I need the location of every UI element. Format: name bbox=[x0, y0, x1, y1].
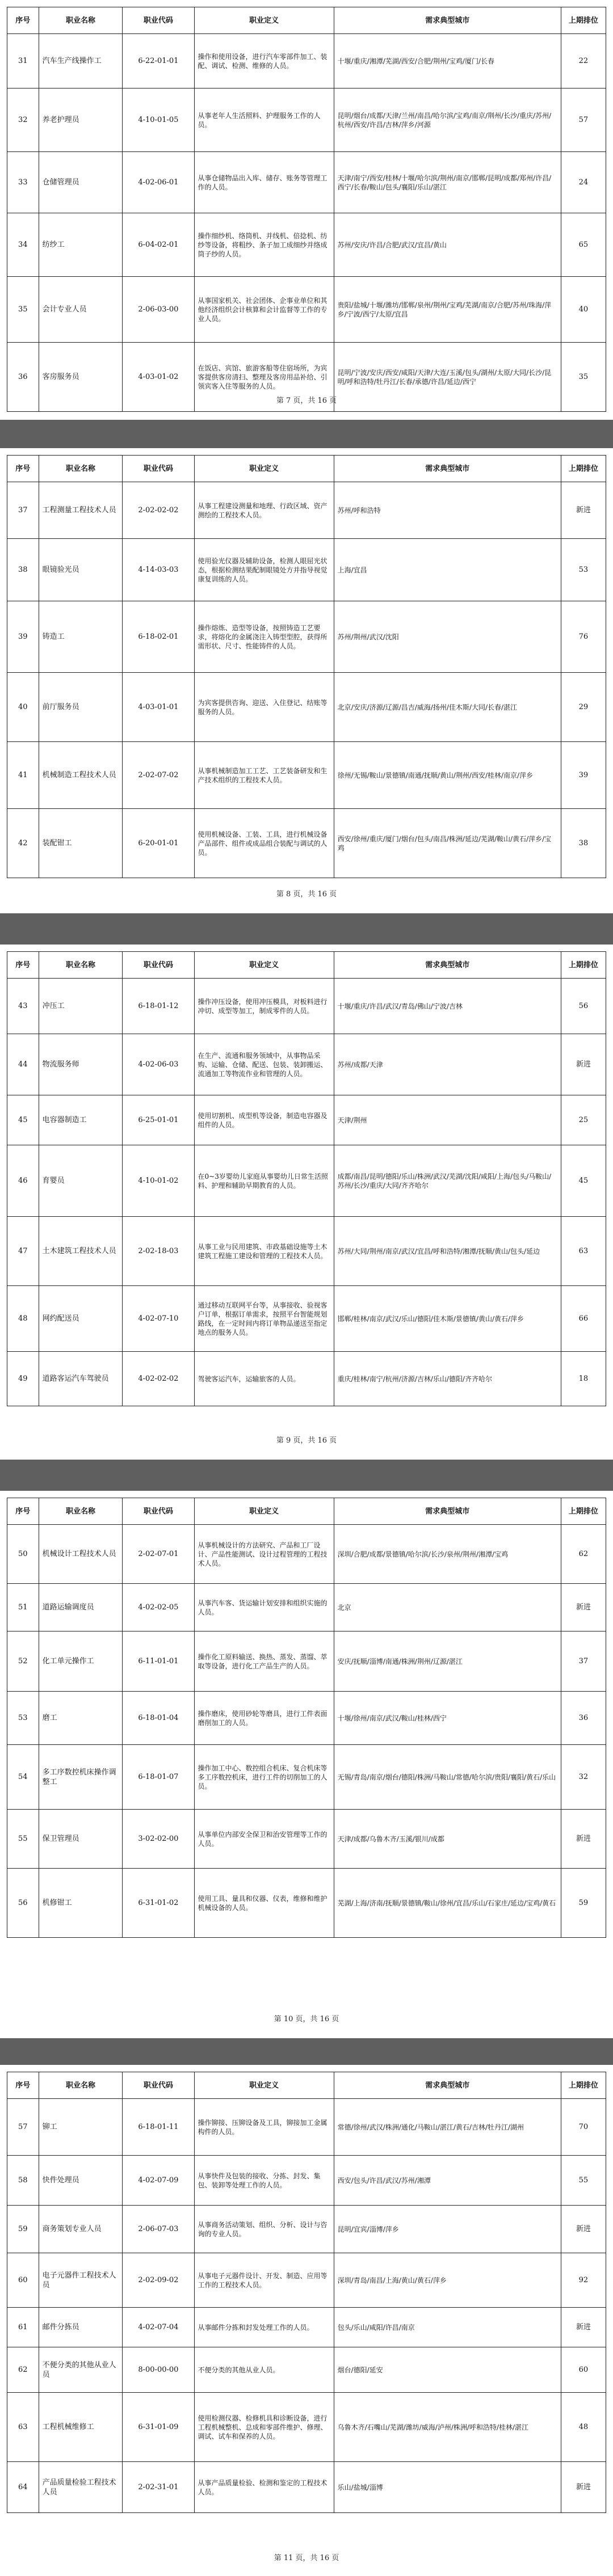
occupation-definition: 使用验光仪器及辅助设备，检测人眼屈光状态，根据检测结果配制眼镜处方并指导视觉康复训练的人员。 bbox=[194, 539, 334, 601]
typical-cities: 烟台/德阳/延安 bbox=[334, 2347, 561, 2393]
table-header-row bbox=[7, 7, 606, 34]
row-number: 60 bbox=[7, 2253, 39, 2308]
row-number: 56 bbox=[7, 1869, 39, 1938]
table-row bbox=[7, 1745, 606, 1810]
typical-cities: 无锡/青岛/南京/烟台/德阳/株洲/马鞍山/常德/哈尔滨/贵阳/襄阳/黄石/乐山 bbox=[334, 1745, 561, 1810]
occupation-definition: 使用切割机、成型机等设备，制造电容器及组件的人员。 bbox=[194, 1095, 334, 1145]
table-row bbox=[7, 1217, 606, 1286]
header-occupation-code: 职业代码 bbox=[123, 7, 194, 34]
header-occupation-definition: 职业定义 bbox=[194, 7, 334, 34]
occupation-code: 6-25-01-01 bbox=[123, 1095, 194, 1145]
row-number: 50 bbox=[7, 1525, 39, 1584]
occupation-definition: 从事单位内部安全保卫和治安管理等工作的人员。 bbox=[194, 1810, 334, 1869]
row-number: 51 bbox=[7, 1584, 39, 1631]
table-row bbox=[7, 809, 606, 878]
row-number: 55 bbox=[7, 1810, 39, 1869]
previous-rank: 48 bbox=[561, 2393, 606, 2462]
header-occupation-name: 职业名称 bbox=[39, 1498, 123, 1525]
occupation-name: 养老护理员 bbox=[39, 88, 123, 152]
occupation-name: 客房服务员 bbox=[39, 343, 123, 412]
header-occupation-name: 职业名称 bbox=[39, 7, 123, 34]
occupation-definition: 从事商务活动策划、组织、分析、设计与咨询的专业人员。 bbox=[194, 2206, 334, 2253]
occupation-code: 4-02-07-09 bbox=[123, 2156, 194, 2206]
row-number: 46 bbox=[7, 1145, 39, 1217]
table-row bbox=[7, 1352, 606, 1406]
table-row bbox=[7, 2308, 606, 2347]
table-row bbox=[7, 482, 606, 539]
typical-cities: 深圳/青岛/南昌/上海/黄山/黄石/萍乡 bbox=[334, 2253, 561, 2308]
occupation-code: 6-18-01-12 bbox=[123, 979, 194, 1034]
table-row bbox=[7, 2206, 606, 2253]
row-number: 36 bbox=[7, 343, 39, 412]
typical-cities: 西安/徐州/重庆/厦门/烟台/包头/南昌/株洲/延边/芜湖/鞍山/黄石/萍乡/宝鸡 bbox=[334, 809, 561, 878]
occupation-name: 仓储管理员 bbox=[39, 152, 123, 213]
header-occupation-name: 职业名称 bbox=[39, 456, 123, 482]
table-row bbox=[7, 2253, 606, 2308]
occupation-name: 物流服务师 bbox=[39, 1034, 123, 1095]
occupation-code: 2-02-31-01 bbox=[123, 2462, 194, 2513]
previous-rank: 24 bbox=[561, 152, 606, 213]
header-no: 序号 bbox=[7, 456, 39, 482]
occupation-name: 快件处理员 bbox=[39, 2156, 123, 2206]
occupation-name: 土木建筑工程技术人员 bbox=[39, 1217, 123, 1286]
row-number: 54 bbox=[7, 1745, 39, 1810]
table-row bbox=[7, 1525, 606, 1584]
occupation-name: 装配钳工 bbox=[39, 809, 123, 878]
header-previous-rank: 上期排位 bbox=[561, 456, 606, 482]
occupation-name: 多工序数控机床操作调整工 bbox=[39, 1745, 123, 1810]
previous-rank: 70 bbox=[561, 2099, 606, 2156]
occupation-definition: 从事老年人生活照料、护理服务工作的人员。 bbox=[194, 88, 334, 152]
occupation-code: 6-31-01-09 bbox=[123, 2393, 194, 2462]
table-row bbox=[7, 1286, 606, 1352]
occupation-code: 4-03-01-01 bbox=[123, 673, 194, 742]
table-row bbox=[7, 277, 606, 343]
typical-cities: 苏州/大同/荆州/南京/武汉/宜昌/呼和浩特/湘潭/抚顺/黄山/包头/延边 bbox=[334, 1217, 561, 1286]
occupation-definition: 从事仓储物品出入库、储存、账务等管理工作的人员。 bbox=[194, 152, 334, 213]
previous-rank: 新进 bbox=[561, 1584, 606, 1631]
occupation-definition: 从事汽车客、货运输计划安排和组织实施的人员。 bbox=[194, 1584, 334, 1631]
occupation-code: 4-02-06-01 bbox=[123, 152, 194, 213]
occupation-definition: 从事邮件分拣和封发处理工作的人员。 bbox=[194, 2308, 334, 2347]
occupation-table bbox=[7, 951, 606, 1406]
table-row bbox=[7, 1869, 606, 1938]
occupation-code: 6-22-01-01 bbox=[123, 34, 194, 88]
previous-rank: 新进 bbox=[561, 482, 606, 539]
row-number: 63 bbox=[7, 2393, 39, 2462]
typical-cities: 深圳/合肥/成都/景德镇/哈尔滨/长沙/泉州/荆州/湘潭/宝鸡 bbox=[334, 1525, 561, 1584]
table-header-row bbox=[7, 1498, 606, 1525]
occupation-definition: 操作铆接、压铆设备及工具，铆接加工金属构件的人员。 bbox=[194, 2099, 334, 2156]
occupation-definition: 为宾客提供咨询、迎送、入住登记、结账等服务的人员。 bbox=[194, 673, 334, 742]
table-row bbox=[7, 1692, 606, 1745]
occupation-definition: 使用检测仪器、检修机具和诊断设备，进行工程机械整机、总成和零部件维护、修理、调试、试车和保养的人员。 bbox=[194, 2393, 334, 2462]
occupation-name: 网约配送员 bbox=[39, 1286, 123, 1352]
occupation-definition: 操作磨床，使用砂轮等磨具，进行工件表面磨削加工的人员。 bbox=[194, 1692, 334, 1745]
typical-cities: 昆明/宜宾/淄博/萍乡 bbox=[334, 2206, 561, 2253]
header-occupation-code: 职业代码 bbox=[123, 1498, 194, 1525]
previous-rank: 55 bbox=[561, 2156, 606, 2206]
header-typical-cities: 需求典型城市 bbox=[334, 7, 561, 34]
table-header-row bbox=[7, 952, 606, 979]
table-row bbox=[7, 1095, 606, 1145]
row-number: 58 bbox=[7, 2156, 39, 2206]
occupation-code: 2-02-07-01 bbox=[123, 1525, 194, 1584]
occupation-name: 产品质量检验工程技术人员 bbox=[39, 2462, 123, 2513]
header-previous-rank: 上期排位 bbox=[561, 952, 606, 979]
row-number: 40 bbox=[7, 673, 39, 742]
typical-cities: 贵阳/盐城/十堰/潍坊/邯郸/泉州/荆州/宝鸡/芜湖/南京/合肥/苏州/珠海/萍乡/宁波/西宁/太原/宜昌 bbox=[334, 277, 561, 343]
table-row bbox=[7, 34, 606, 88]
occupation-code: 6-18-01-11 bbox=[123, 2099, 194, 2156]
previous-rank: 76 bbox=[561, 601, 606, 673]
previous-rank: 57 bbox=[561, 88, 606, 152]
row-number: 44 bbox=[7, 1034, 39, 1095]
header-no: 序号 bbox=[7, 1498, 39, 1525]
typical-cities: 重庆/桂林/南宁/杭州/济源/吉林/乐山/德阳/齐齐哈尔 bbox=[334, 1352, 561, 1406]
typical-cities: 天津/南宁/西安/桂林/十堰/哈尔滨/荆州/南京/邯郸/昆明/成都/郑州/许昌/西宁/长春/鞍山/包头/襄阳/乐山/湛江 bbox=[334, 152, 561, 213]
occupation-code: 2-02-18-03 bbox=[123, 1217, 194, 1286]
header-no: 序号 bbox=[7, 2072, 39, 2099]
typical-cities: 苏州/安庆/许昌/合肥/武汉/宜昌/黄山 bbox=[334, 213, 561, 277]
previous-rank: 62 bbox=[561, 1525, 606, 1584]
document-page bbox=[0, 1491, 613, 2038]
document-page bbox=[0, 448, 613, 913]
occupation-definition: 从事产品质量检验、检测和鉴定的工程技术人员。 bbox=[194, 2462, 334, 2513]
typical-cities: 北京 bbox=[334, 1584, 561, 1631]
typical-cities: 芜湖/上海/济南/抚顺/景德镇/鞍山/徐州/宜昌/乐山/石家庄/延边/宝鸡/黄石 bbox=[334, 1869, 561, 1938]
typical-cities: 徐州/无锡/鞍山/景德镇/南通/抚顺/黄山/荆州/西安/桂林/南京/萍乡 bbox=[334, 742, 561, 809]
table-row bbox=[7, 2347, 606, 2393]
row-number: 59 bbox=[7, 2206, 39, 2253]
row-number: 57 bbox=[7, 2099, 39, 2156]
row-number: 31 bbox=[7, 34, 39, 88]
row-number: 37 bbox=[7, 482, 39, 539]
row-number: 62 bbox=[7, 2347, 39, 2393]
previous-rank: 18 bbox=[561, 1352, 606, 1406]
occupation-name: 眼镜验光员 bbox=[39, 539, 123, 601]
occupation-code: 4-02-02-05 bbox=[123, 1584, 194, 1631]
table-row bbox=[7, 2099, 606, 2156]
header-typical-cities: 需求典型城市 bbox=[334, 952, 561, 979]
occupation-definition: 不便分类的其他从业人员。 bbox=[194, 2347, 334, 2393]
occupation-name: 不便分类的其他从业人员 bbox=[39, 2347, 123, 2393]
typical-cities: 十堰/徐州/南京/武汉/鞍山/桂林/西宁 bbox=[334, 1692, 561, 1745]
typical-cities: 十堰/重庆/许昌/武汉/青岛/佛山/宁波/吉林 bbox=[334, 979, 561, 1034]
occupation-name: 前厅服务员 bbox=[39, 673, 123, 742]
row-number: 47 bbox=[7, 1217, 39, 1286]
occupation-code: 6-11-01-01 bbox=[123, 1631, 194, 1692]
occupation-definition: 驾驶客运汽车，运输旅客的人员。 bbox=[194, 1352, 334, 1406]
table-row bbox=[7, 2462, 606, 2513]
occupation-name: 化工单元操作工 bbox=[39, 1631, 123, 1692]
header-occupation-definition: 职业定义 bbox=[194, 952, 334, 979]
occupation-definition: 通过移动互联网平台等，从事接收、验视客户订单，根据订单需求，按照平台智能规划路线，在一定时间内将订单物品递送至指定地点的服务人员。 bbox=[194, 1286, 334, 1352]
previous-rank: 45 bbox=[561, 1145, 606, 1217]
occupation-definition: 操作冲压设备，使用冲压模具，对板料进行冲切、成型等加工，制成零件的人员。 bbox=[194, 979, 334, 1034]
previous-rank: 39 bbox=[561, 742, 606, 809]
previous-rank: 35 bbox=[561, 343, 606, 412]
occupation-code: 6-18-01-04 bbox=[123, 1692, 194, 1745]
header-occupation-code: 职业代码 bbox=[123, 952, 194, 979]
table-row bbox=[7, 152, 606, 213]
occupation-definition: 在生产、流通和服务领域中，从事物品采购、运输、仓储、配送、包装、装卸搬运、流通加工等物流作业和管理的人员。 bbox=[194, 1034, 334, 1095]
table-header-row bbox=[7, 456, 606, 482]
previous-rank: 25 bbox=[561, 1095, 606, 1145]
occupation-name: 电子元器件工程技术人员 bbox=[39, 2253, 123, 2308]
occupation-definition: 从事机械设计的方法研究、产品和工厂设计、产品性能测试、设计过程管理的工程技术人员。 bbox=[194, 1525, 334, 1584]
row-number: 61 bbox=[7, 2308, 39, 2347]
previous-rank: 59 bbox=[561, 1869, 606, 1938]
previous-rank: 新进 bbox=[561, 2308, 606, 2347]
occupation-table bbox=[7, 7, 606, 412]
previous-rank: 65 bbox=[561, 213, 606, 277]
occupation-definition: 使用机械设备、工装、工具，进行机械设备产品部件、组件或成品组合装配与调试的人员。 bbox=[194, 809, 334, 878]
occupation-name: 商务策划专业人员 bbox=[39, 2206, 123, 2253]
previous-rank: 22 bbox=[561, 34, 606, 88]
previous-rank: 29 bbox=[561, 673, 606, 742]
row-number: 35 bbox=[7, 277, 39, 343]
row-number: 49 bbox=[7, 1352, 39, 1406]
typical-cities: 邯郸/桂林/南京/武汉/乐山/德阳/佳木斯/景德镇/黄山/黄石/萍乡 bbox=[334, 1286, 561, 1352]
header-occupation-definition: 职业定义 bbox=[194, 456, 334, 482]
row-number: 53 bbox=[7, 1692, 39, 1745]
occupation-code: 6-31-01-02 bbox=[123, 1869, 194, 1938]
occupation-name: 机修钳工 bbox=[39, 1869, 123, 1938]
previous-rank: 新进 bbox=[561, 1810, 606, 1869]
page-footer: 第 8 页，共 16 页 bbox=[276, 890, 337, 899]
table-row bbox=[7, 2156, 606, 2206]
header-typical-cities: 需求典型城市 bbox=[334, 2072, 561, 2099]
header-occupation-name: 职业名称 bbox=[39, 2072, 123, 2099]
table-row bbox=[7, 1631, 606, 1692]
previous-rank: 36 bbox=[561, 1692, 606, 1745]
previous-rank: 92 bbox=[561, 2253, 606, 2308]
typical-cities: 苏州/呼和浩特 bbox=[334, 482, 561, 539]
occupation-name: 工程机械维修工 bbox=[39, 2393, 123, 2462]
occupation-code: 6-04-02-01 bbox=[123, 213, 194, 277]
row-number: 52 bbox=[7, 1631, 39, 1692]
page-footer: 第 9 页，共 16 页 bbox=[276, 1436, 337, 1445]
header-occupation-code: 职业代码 bbox=[123, 2072, 194, 2099]
document-page bbox=[0, 945, 613, 1460]
occupation-code: 2-02-09-02 bbox=[123, 2253, 194, 2308]
occupation-definition: 从事工程建设测量和地理、行政区域、资产测绘的工程技术人员。 bbox=[194, 482, 334, 539]
row-number: 43 bbox=[7, 979, 39, 1034]
previous-rank: 新进 bbox=[561, 1034, 606, 1095]
table-row bbox=[7, 1810, 606, 1869]
typical-cities: 北京/安庆/济源/辽源/昌吉/威海/扬州/佳木斯/大同/长春/湛江 bbox=[334, 673, 561, 742]
document-page bbox=[0, 0, 613, 420]
table-row bbox=[7, 742, 606, 809]
previous-rank: 53 bbox=[561, 539, 606, 601]
occupation-code: 4-02-07-04 bbox=[123, 2308, 194, 2347]
occupation-definition: 操作熔炼、造型等设备，按照铸造工艺要求，将熔化的金属浇注入铸型型腔，获得所需形状、尺寸、性能铸件的人员。 bbox=[194, 601, 334, 673]
previous-rank: 新进 bbox=[561, 2462, 606, 2513]
occupation-name: 邮件分拣员 bbox=[39, 2308, 123, 2347]
typical-cities: 苏州/成都/天津 bbox=[334, 1034, 561, 1095]
occupation-name: 机械制造工程技术人员 bbox=[39, 742, 123, 809]
typical-cities: 天津/荆州 bbox=[334, 1095, 561, 1145]
row-number: 41 bbox=[7, 742, 39, 809]
occupation-definition: 使用工具、量具和仪器、仪表，维修和维护机械设备的人员。 bbox=[194, 1869, 334, 1938]
table-row bbox=[7, 601, 606, 673]
occupation-code: 4-02-06-03 bbox=[123, 1034, 194, 1095]
occupation-code: 6-18-01-07 bbox=[123, 1745, 194, 1810]
typical-cities: 乌鲁木齐/石嘴山/芜湖/潍坊/威海/泸州/株洲/呼和浩特/桂林/湛江 bbox=[334, 2393, 561, 2462]
previous-rank: 38 bbox=[561, 809, 606, 878]
table-row bbox=[7, 88, 606, 152]
header-previous-rank: 上期排位 bbox=[561, 2072, 606, 2099]
occupation-definition: 操作细纱机、络筒机、并线机、倍捻机、纺纱等设备，将粗纱、条子加工成细纱并络成筒子纱的人员。 bbox=[194, 213, 334, 277]
occupation-definition: 从事机械制造加工工艺、工艺装备研发和生产技术组织的工程技术人员。 bbox=[194, 742, 334, 809]
occupation-definition: 在饭店、宾馆、旅游客船等住宿场所，为宾客提供客房清扫、整理及客房用品补给、引领宾客入住等服务的人员。 bbox=[194, 343, 334, 412]
occupation-name: 会计专业人员 bbox=[39, 277, 123, 343]
header-no: 序号 bbox=[7, 952, 39, 979]
occupation-code: 4-14-03-03 bbox=[123, 539, 194, 601]
occupation-definition: 操作化工原料输送、换热、蒸发、蒸馏、萃取等设备，进行化工产品生产的人员。 bbox=[194, 1631, 334, 1692]
typical-cities: 昆明/宁波/安庆/西安/咸阳/天津/大连/玉溪/包头/湖州/太原/大同/长沙/昆明/呼和浩特/牡丹江/长春/承德/许昌/延边/西宁 bbox=[334, 343, 561, 412]
previous-rank: 56 bbox=[561, 979, 606, 1034]
occupation-name: 道路客运汽车驾驶员 bbox=[39, 1352, 123, 1406]
document-page bbox=[0, 2065, 613, 2576]
occupation-name: 磨工 bbox=[39, 1692, 123, 1745]
header-occupation-code: 职业代码 bbox=[123, 456, 194, 482]
occupation-name: 纺纱工 bbox=[39, 213, 123, 277]
occupation-code: 2-02-07-02 bbox=[123, 742, 194, 809]
typical-cities: 苏州/荆州/武汉/沈阳 bbox=[334, 601, 561, 673]
occupation-name: 铆工 bbox=[39, 2099, 123, 2156]
header-occupation-name: 职业名称 bbox=[39, 952, 123, 979]
occupation-code: 2-06-07-03 bbox=[123, 2206, 194, 2253]
row-number: 48 bbox=[7, 1286, 39, 1352]
table-row bbox=[7, 1145, 606, 1217]
occupation-definition: 从事工业与民用建筑、市政基础设施等土木建筑工程施工建设和管理的工程技术人员。 bbox=[194, 1217, 334, 1286]
typical-cities: 昆明/烟台/成都/天津/兰州/南昌/哈尔滨/宝鸡/南京/荆州/长沙/重庆/苏州/杭州/西安/许昌/吉林/萍乡/河源 bbox=[334, 88, 561, 152]
previous-rank: 37 bbox=[561, 1631, 606, 1692]
row-number: 38 bbox=[7, 539, 39, 601]
typical-cities: 包头/乐山/咸阳/许昌/南京 bbox=[334, 2308, 561, 2347]
typical-cities: 常德/徐州/武汉/株洲/通化/马鞍山/湛江/黄石/吉林/牡丹江/湖州 bbox=[334, 2099, 561, 2156]
occupation-name: 机械设计工程技术人员 bbox=[39, 1525, 123, 1584]
occupation-name: 保卫管理员 bbox=[39, 1810, 123, 1869]
occupation-definition: 在0~3岁婴幼儿家庭从事婴幼儿日常生活照料、护理和辅助早期教育的人员。 bbox=[194, 1145, 334, 1217]
page-footer: 第 7 页，共 16 页 bbox=[276, 397, 337, 405]
occupation-name: 工程测量工程技术人员 bbox=[39, 482, 123, 539]
occupation-definition: 从事电子元器件设计、开发、制造、应用等工作的工程技术人员。 bbox=[194, 2253, 334, 2308]
occupation-name: 育婴员 bbox=[39, 1145, 123, 1217]
occupation-definition: 从事国家机关、社会团体、企事业单位和其他经济组织会计核算和会计监督等工作的专业人员。 bbox=[194, 277, 334, 343]
occupation-code: 6-18-02-01 bbox=[123, 601, 194, 673]
table-header-row bbox=[7, 2072, 606, 2099]
typical-cities: 上海/宜昌 bbox=[334, 539, 561, 601]
header-previous-rank: 上期排位 bbox=[561, 1498, 606, 1525]
previous-rank: 66 bbox=[561, 1286, 606, 1352]
occupation-code: 4-02-07-10 bbox=[123, 1286, 194, 1352]
occupation-code: 3-02-02-00 bbox=[123, 1810, 194, 1869]
typical-cities: 成都/南昌/昆明/德阳/乐山/株洲/武汉/芜湖/沈阳/咸阳/上海/包头/马鞍山/苏州/长沙/重庆/大同/齐齐哈尔 bbox=[334, 1145, 561, 1217]
header-occupation-definition: 职业定义 bbox=[194, 1498, 334, 1525]
occupation-table bbox=[7, 455, 606, 878]
row-number: 32 bbox=[7, 88, 39, 152]
occupation-definition: 从事快件及包装的接收、分拣、封发、集包、装卸等处理工作的人员。 bbox=[194, 2156, 334, 2206]
previous-rank: 63 bbox=[561, 1217, 606, 1286]
page-footer: 第 10 页，共 16 页 bbox=[274, 2015, 339, 2023]
row-number: 42 bbox=[7, 809, 39, 878]
occupation-code: 4-10-01-02 bbox=[123, 1145, 194, 1217]
table-row bbox=[7, 979, 606, 1034]
typical-cities: 乐山/盐城/淄博 bbox=[334, 2462, 561, 2513]
occupation-name: 铸造工 bbox=[39, 601, 123, 673]
occupation-definition: 操作和使用设备，进行汽车零部件加工、装配、调试、检测、维修的人员。 bbox=[194, 34, 334, 88]
previous-rank: 32 bbox=[561, 1745, 606, 1810]
occupation-code: 4-10-01-05 bbox=[123, 88, 194, 152]
row-number: 33 bbox=[7, 152, 39, 213]
occupation-table bbox=[7, 1498, 606, 1938]
row-number: 34 bbox=[7, 213, 39, 277]
occupation-name: 汽车生产线操作工 bbox=[39, 34, 123, 88]
previous-rank: 60 bbox=[561, 2347, 606, 2393]
table-row bbox=[7, 1584, 606, 1631]
page-footer: 第 11 页，共 16 页 bbox=[274, 2554, 339, 2562]
occupation-code: 6-20-01-01 bbox=[123, 809, 194, 878]
occupation-code: 2-06-03-00 bbox=[123, 277, 194, 343]
typical-cities: 十堰/重庆/湘潭/芜湖/西安/合肥/荆州/宝鸡/厦门/长春 bbox=[334, 34, 561, 88]
occupation-code: 2-02-02-02 bbox=[123, 482, 194, 539]
header-previous-rank: 上期排位 bbox=[561, 7, 606, 34]
occupation-definition: 操作加工中心、数控组合机床、复合机床等多工序数控机床，进行工件的切削加工的人员。 bbox=[194, 1745, 334, 1810]
occupation-table bbox=[7, 2072, 606, 2513]
occupation-name: 电容器制造工 bbox=[39, 1095, 123, 1145]
occupation-name: 冲压工 bbox=[39, 979, 123, 1034]
row-number: 64 bbox=[7, 2462, 39, 2513]
table-row bbox=[7, 213, 606, 277]
typical-cities: 天津/成都/乌鲁木齐/玉溪/银川/成都 bbox=[334, 1810, 561, 1869]
previous-rank: 新进 bbox=[561, 2206, 606, 2253]
occupation-code: 4-02-02-02 bbox=[123, 1352, 194, 1406]
header-occupation-definition: 职业定义 bbox=[194, 2072, 334, 2099]
occupation-code: 8-00-00-00 bbox=[123, 2347, 194, 2393]
occupation-code: 4-03-01-02 bbox=[123, 343, 194, 412]
occupation-name: 道路运输调度员 bbox=[39, 1584, 123, 1631]
table-row bbox=[7, 673, 606, 742]
header-typical-cities: 需求典型城市 bbox=[334, 456, 561, 482]
table-row bbox=[7, 1034, 606, 1095]
row-number: 39 bbox=[7, 601, 39, 673]
header-no: 序号 bbox=[7, 7, 39, 34]
typical-cities: 西安/包头/许昌/武汉/苏州/湘潭 bbox=[334, 2156, 561, 2206]
header-typical-cities: 需求典型城市 bbox=[334, 1498, 561, 1525]
row-number: 45 bbox=[7, 1095, 39, 1145]
table-row bbox=[7, 2393, 606, 2462]
previous-rank: 40 bbox=[561, 277, 606, 343]
typical-cities: 安庆/抚顺/淄博/南通/株洲/荆州/辽源/湛江 bbox=[334, 1631, 561, 1692]
table-row bbox=[7, 539, 606, 601]
